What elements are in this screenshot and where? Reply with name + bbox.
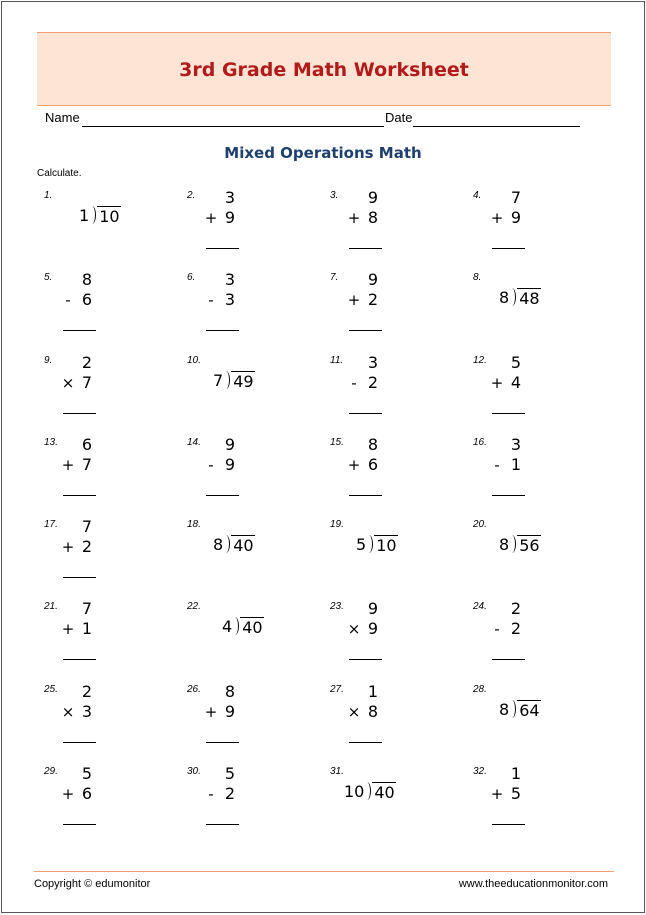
problem xyxy=(44,682,184,762)
problem xyxy=(44,764,184,844)
problem xyxy=(330,599,470,679)
section-subtitle: Mixed Operations Math xyxy=(224,144,422,162)
problem-number: 30. xyxy=(187,766,201,777)
problem xyxy=(473,517,613,597)
copyright-text: Copyright © edumonitor xyxy=(34,878,151,890)
dividend: 48 xyxy=(519,289,540,308)
operator-sign: + xyxy=(347,456,361,474)
problem-number: 18. xyxy=(187,519,201,530)
problem xyxy=(473,599,613,679)
division-bracket xyxy=(511,535,516,553)
long-division xyxy=(213,371,255,391)
problem-number: 9. xyxy=(44,355,53,366)
long-division xyxy=(344,782,396,802)
problem-number: 11. xyxy=(330,355,344,366)
long-division xyxy=(79,206,121,226)
answer-line[interactable] xyxy=(349,330,382,331)
problem xyxy=(187,435,327,515)
operator-sign: + xyxy=(347,291,361,309)
bottom-operand: 1 xyxy=(81,619,92,638)
top-operand: 9 xyxy=(367,270,378,289)
operator-sign: + xyxy=(490,374,504,392)
long-division xyxy=(222,617,264,637)
operator-sign: + xyxy=(61,785,75,803)
problem xyxy=(330,435,470,515)
bottom-operand: 6 xyxy=(81,784,92,803)
problem xyxy=(44,188,184,268)
problem-number: 25. xyxy=(44,684,58,695)
answer-line[interactable] xyxy=(349,413,382,414)
bottom-operand: 1 xyxy=(510,455,521,474)
divisor: 10 xyxy=(344,782,365,801)
divisor: 8 xyxy=(499,535,510,554)
top-operand: 7 xyxy=(81,517,92,536)
bottom-operand: 2 xyxy=(224,784,235,803)
problem-number: 3. xyxy=(330,190,339,201)
date-field-line[interactable] xyxy=(413,126,580,127)
problem xyxy=(187,188,327,268)
dividend: 10 xyxy=(99,207,120,226)
dividend: 64 xyxy=(519,701,540,720)
operator-sign: - xyxy=(494,620,500,638)
bottom-operand: 8 xyxy=(367,208,378,227)
operator-sign: - xyxy=(351,374,357,392)
name-field-line[interactable] xyxy=(82,126,384,127)
bottom-operand: 6 xyxy=(81,290,92,309)
problem xyxy=(473,188,613,268)
dividend: 56 xyxy=(519,536,540,555)
top-operand: 2 xyxy=(81,353,92,372)
answer-line[interactable] xyxy=(63,495,96,496)
operator-sign: × xyxy=(347,620,361,638)
top-operand: 7 xyxy=(81,599,92,618)
answer-line[interactable] xyxy=(63,577,96,578)
operator-sign: + xyxy=(61,620,75,638)
worksheet-page xyxy=(1,1,645,913)
operator-sign: - xyxy=(494,456,500,474)
problem-number: 14. xyxy=(187,437,201,448)
bottom-operand: 5 xyxy=(510,784,521,803)
bottom-operand: 3 xyxy=(81,702,92,721)
problem-number: 23. xyxy=(330,601,344,612)
page-title: 3rd Grade Math Worksheet xyxy=(179,59,469,81)
website-url: www.theeducationmonitor.com xyxy=(458,878,608,890)
answer-line[interactable] xyxy=(206,330,239,331)
problem xyxy=(330,764,470,844)
problem-number: 19. xyxy=(330,519,344,530)
problem-number: 4. xyxy=(473,190,482,201)
answer-line[interactable] xyxy=(349,248,382,249)
problem xyxy=(187,517,327,597)
division-bracket xyxy=(511,700,516,718)
problem-number: 21. xyxy=(44,601,58,612)
name-label: Name xyxy=(45,110,80,125)
problem-number: 10. xyxy=(187,355,201,366)
top-operand: 8 xyxy=(367,435,378,454)
top-operand: 6 xyxy=(81,435,92,454)
bottom-operand: 4 xyxy=(510,373,521,392)
dividend: 10 xyxy=(376,536,397,555)
operator-sign: + xyxy=(204,703,218,721)
problem-number: 28. xyxy=(473,684,487,695)
title-banner xyxy=(37,32,611,106)
problem-number: 32. xyxy=(473,766,487,777)
problem xyxy=(44,353,184,433)
problem-number: 2. xyxy=(187,190,196,201)
answer-line[interactable] xyxy=(63,330,96,331)
top-operand: 9 xyxy=(224,435,235,454)
bottom-operand: 7 xyxy=(81,373,92,392)
problem xyxy=(187,764,327,844)
top-operand: 3 xyxy=(224,270,235,289)
answer-line[interactable] xyxy=(492,659,525,660)
operator-sign: - xyxy=(208,785,214,803)
top-operand: 8 xyxy=(224,682,235,701)
answer-line[interactable] xyxy=(63,659,96,660)
top-operand: 5 xyxy=(510,353,521,372)
problem xyxy=(473,435,613,515)
problem xyxy=(473,270,613,350)
division-bracket xyxy=(225,371,230,389)
long-division xyxy=(499,288,541,308)
dividend: 40 xyxy=(374,783,395,802)
bottom-operand: 6 xyxy=(367,455,378,474)
bottom-operand: 9 xyxy=(367,619,378,638)
operator-sign: + xyxy=(204,209,218,227)
operator-sign: + xyxy=(490,785,504,803)
long-division xyxy=(356,535,398,555)
problem xyxy=(330,353,470,433)
operator-sign: × xyxy=(61,703,75,721)
answer-line[interactable] xyxy=(63,413,96,414)
dividend: 40 xyxy=(233,536,254,555)
problem-number: 8. xyxy=(473,272,482,283)
divisor: 8 xyxy=(499,288,510,307)
bottom-operand: 2 xyxy=(510,619,521,638)
problem-number: 7. xyxy=(330,272,339,283)
problem xyxy=(473,353,613,433)
operator-sign: - xyxy=(65,291,71,309)
bottom-operand: 7 xyxy=(81,455,92,474)
division-bracket xyxy=(234,617,239,635)
bottom-operand: 2 xyxy=(367,290,378,309)
divisor: 8 xyxy=(213,535,224,554)
problem-number: 6. xyxy=(187,272,196,283)
problem-number: 15. xyxy=(330,437,344,448)
operator-sign: - xyxy=(208,456,214,474)
problem xyxy=(330,270,470,350)
bottom-operand: 3 xyxy=(224,290,235,309)
operator-sign: - xyxy=(208,291,214,309)
answer-line[interactable] xyxy=(206,824,239,825)
problem xyxy=(330,188,470,268)
bottom-operand: 2 xyxy=(367,373,378,392)
division-bracket xyxy=(511,288,516,306)
division-bracket xyxy=(368,535,373,553)
operator-sign: × xyxy=(61,374,75,392)
answer-line[interactable] xyxy=(492,495,525,496)
long-division xyxy=(213,535,255,555)
problem-number: 27. xyxy=(330,684,344,695)
bottom-operand: 2 xyxy=(81,537,92,556)
problem-number: 29. xyxy=(44,766,58,777)
problem xyxy=(330,682,470,762)
top-operand: 8 xyxy=(81,270,92,289)
top-operand: 1 xyxy=(367,682,378,701)
divisor: 7 xyxy=(213,371,224,390)
problem-number: 13. xyxy=(44,437,58,448)
problem xyxy=(473,764,613,844)
problem xyxy=(473,682,613,762)
bottom-operand: 9 xyxy=(224,702,235,721)
top-operand: 3 xyxy=(224,188,235,207)
answer-line[interactable] xyxy=(63,824,96,825)
answer-line[interactable] xyxy=(206,742,239,743)
problem-number: 1. xyxy=(44,190,53,201)
answer-line[interactable] xyxy=(206,248,239,249)
top-operand: 5 xyxy=(81,764,92,783)
answer-line[interactable] xyxy=(349,495,382,496)
problem xyxy=(44,435,184,515)
answer-line[interactable] xyxy=(206,495,239,496)
instruction-text: Calculate. xyxy=(37,168,82,179)
problem-number: 12. xyxy=(473,355,487,366)
problem-number: 16. xyxy=(473,437,487,448)
division-bracket xyxy=(225,535,230,553)
top-operand: 9 xyxy=(367,599,378,618)
divisor: 5 xyxy=(356,535,367,554)
top-operand: 3 xyxy=(367,353,378,372)
top-operand: 7 xyxy=(510,188,521,207)
problem-number: 22. xyxy=(187,601,201,612)
operator-sign: + xyxy=(347,209,361,227)
problem-number: 5. xyxy=(44,272,53,283)
top-operand: 9 xyxy=(367,188,378,207)
problem xyxy=(187,682,327,762)
top-operand: 2 xyxy=(510,599,521,618)
top-operand: 2 xyxy=(81,682,92,701)
answer-line[interactable] xyxy=(492,824,525,825)
division-bracket xyxy=(366,782,371,800)
bottom-operand: 9 xyxy=(224,208,235,227)
problem xyxy=(330,517,470,597)
long-division xyxy=(499,700,541,720)
division-bracket xyxy=(91,206,96,224)
bottom-operand: 9 xyxy=(224,455,235,474)
problem-number: 24. xyxy=(473,601,487,612)
answer-line[interactable] xyxy=(492,413,525,414)
divisor: 4 xyxy=(222,617,233,636)
problem-number: 20. xyxy=(473,519,487,530)
answer-line[interactable] xyxy=(349,659,382,660)
bottom-operand: 8 xyxy=(367,702,378,721)
problem-number: 31. xyxy=(330,766,344,777)
problem xyxy=(44,599,184,679)
dividend: 49 xyxy=(233,372,254,391)
top-operand: 3 xyxy=(510,435,521,454)
top-operand: 1 xyxy=(510,764,521,783)
dividend: 40 xyxy=(242,618,263,637)
problem xyxy=(187,353,327,433)
operator-sign: + xyxy=(61,456,75,474)
footer-divider xyxy=(34,871,614,872)
operator-sign: + xyxy=(61,538,75,556)
operator-sign: × xyxy=(347,703,361,721)
problem xyxy=(187,599,327,679)
problem-number: 26. xyxy=(187,684,201,695)
answer-line[interactable] xyxy=(63,742,96,743)
long-division xyxy=(499,535,541,555)
operator-sign: + xyxy=(490,209,504,227)
problem xyxy=(44,517,184,597)
bottom-operand: 9 xyxy=(510,208,521,227)
date-label: Date xyxy=(385,110,413,125)
divisor: 8 xyxy=(499,700,510,719)
problem xyxy=(187,270,327,350)
answer-line[interactable] xyxy=(492,248,525,249)
problem xyxy=(44,270,184,350)
top-operand: 5 xyxy=(224,764,235,783)
problem-number: 17. xyxy=(44,519,58,530)
divisor: 1 xyxy=(79,206,90,225)
answer-line[interactable] xyxy=(349,742,382,743)
